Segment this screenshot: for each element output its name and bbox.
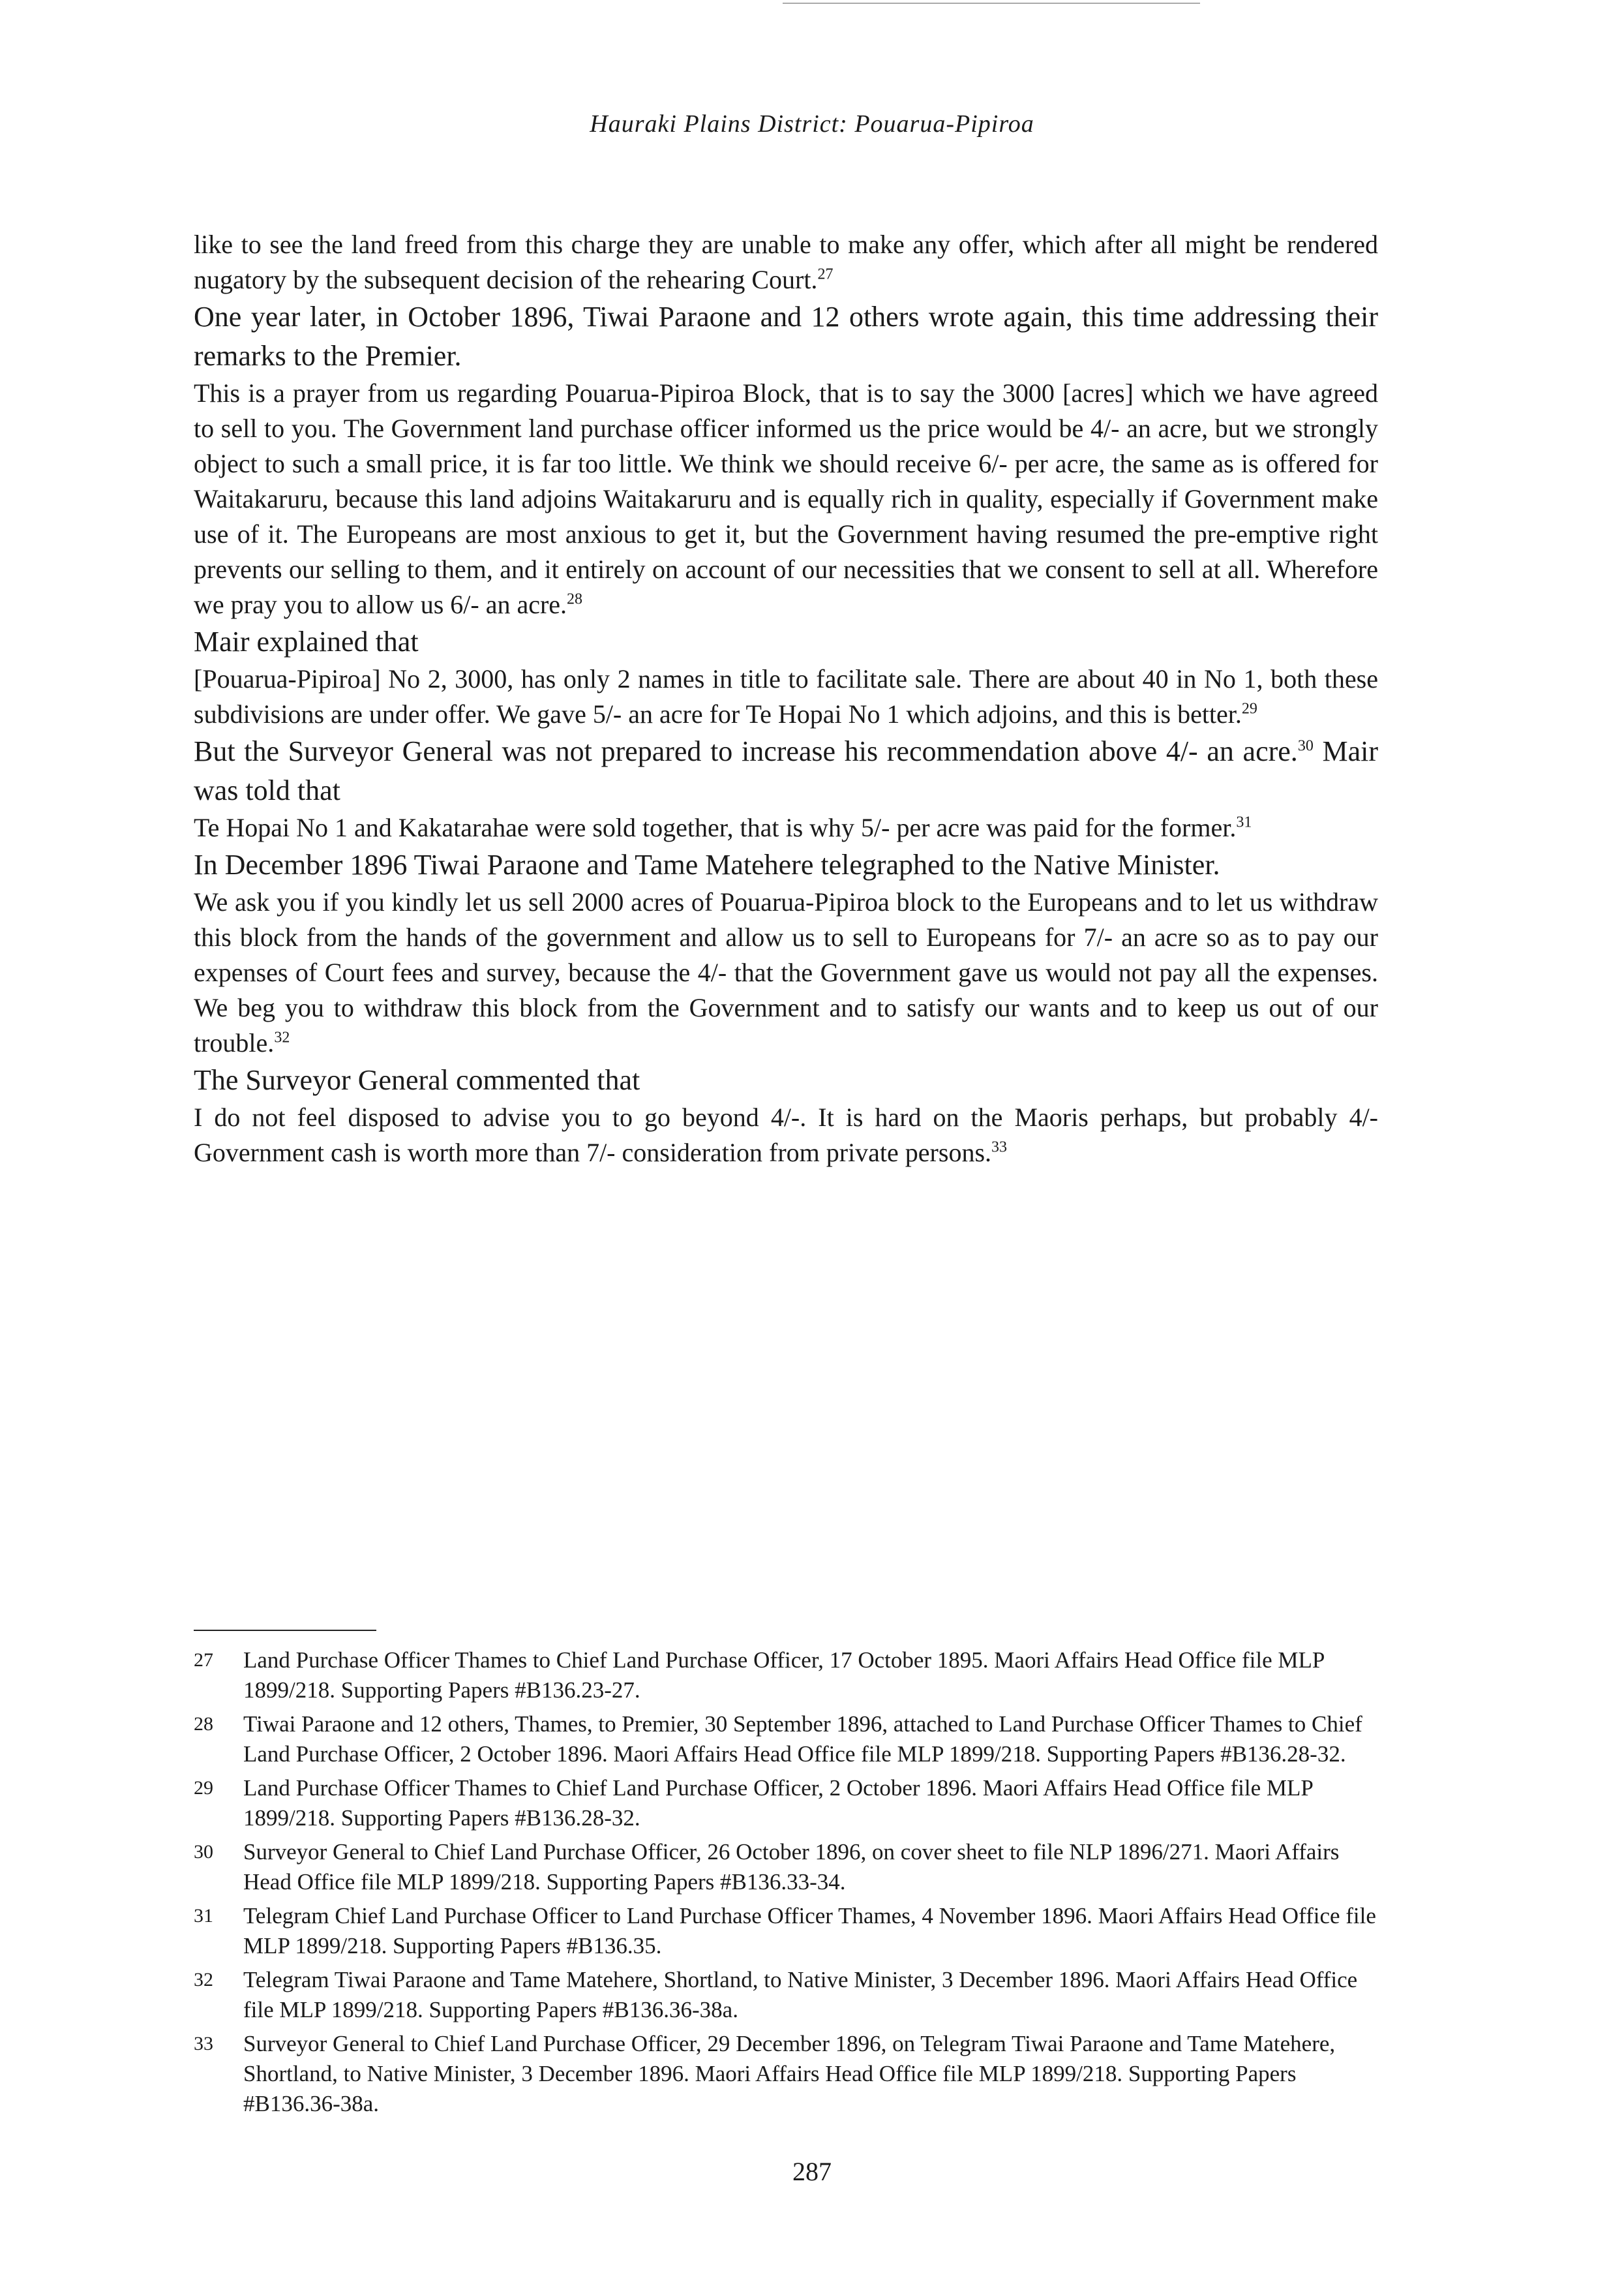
footnote-ref-29[interactable]: 29 xyxy=(1241,700,1257,718)
footnote-text: Land Purchase Officer Thames to Chief Land Purchase Officer, 2 October 1896. Maori Affairs Head Office file MLP 1899/218. Supporting Papers #B136.28-32. xyxy=(243,1775,1313,1831)
footnote-text: Telegram Chief Land Purchase Officer to Land Purchase Officer Thames, 4 November 1896. Maori Affairs Head Office file MLP 1899/218. Supporting Papers #B136.35. xyxy=(243,1903,1376,1958)
footnote-number: 31 xyxy=(194,1905,213,1927)
block-quote-5: We ask you if you kindly let us sell 2000 acres of Pouarua-Pipiroa block to the Europeans and to let us withdraw this block from the hands of the government and allow us to sell to Europeans for 7/- an acre so as to pay our expenses of Court fees and survey, because the 4/- that the Government gave us would not pay all the expenses. We beg you to withdraw this block from the Government and to satisfy our wants and to keep us out of our trouble.$^{32}$ xyxy=(194,887,1378,1058)
paragraph-2: Mair explained that xyxy=(194,626,419,658)
footnote-number: 29 xyxy=(194,1777,213,1799)
footnote-28 xyxy=(194,1709,1378,1769)
footnote-ref-28[interactable]: 28 xyxy=(567,590,583,608)
footnote-number: 33 xyxy=(194,2033,213,2054)
paragraph-1: One year later, in October 1896, Tiwai Paraone and 12 others wrote again, this time addressing their remarks to the Premier. xyxy=(194,301,1378,372)
footnote-ref-33[interactable]: 33 xyxy=(991,1138,1008,1156)
footnote-text: Land Purchase Officer Thames to Chief Land Purchase Officer, 17 October 1895. Maori Affairs Head Office file MLP 1899/218. Supporting Papers #B136.23-27. xyxy=(243,1647,1325,1703)
paragraph-4: In December 1896 Tiwai Paraone and Tame Matehere telegraphed to the Native Minister. xyxy=(194,849,1220,881)
page-number: 287 xyxy=(792,2157,832,2186)
block-quote-6: I do not feel disposed to advise you to go beyond 4/-. It is hard on the Maoris perhaps, but probably 4/- Government cash is worth more than 7/- consideration from private persons.$^{33}$ xyxy=(194,1103,1378,1167)
footnote-31 xyxy=(194,1901,1378,1961)
paragraph-3: But the Surveyor General was not prepared to increase his recommendation above 4/- an acre.$^{30}$ Mair was told that xyxy=(194,735,1379,806)
paragraph-5: The Surveyor General commented that xyxy=(194,1064,640,1096)
block-quote-1: like to see the land freed from this charge they are unable to make any offer, which after all might be rendered nugatory by the subsequent decision of the rehearing Court.$^{27}$ xyxy=(194,230,1378,294)
footnote-separator xyxy=(194,1630,376,1631)
footnote-number: 28 xyxy=(194,1713,213,1735)
footnote-ref-32[interactable]: 32 xyxy=(274,1029,290,1046)
block-quote-2: This is a prayer from us regarding Pouarua-Pipiroa Block, that is to say the 3000 [acres] which we have agreed to sell to you. The Government land purchase officer informed us the price would be 4/- an acre, but we strongly object to such a small price, it is far too little. We think we should receive 6/- per acre, the same as is offered for Waitakaruru, because this land adjoins Waitakaruru and is equally rich in quality, especially if Government make use of it. The Europeans are most anxious to get it, but the Government having resumed the pre-emptive right prevents our selling to them, and it entirely on account of our necessities that we consent to sell at all. Wherefore we pray you to allow us 6/- an acre.$^{28}$ xyxy=(194,378,1378,619)
block-quote-4: Te Hopai No 1 and Kakatarahae were sold together, that is why 5/- per acre was paid for the former.$^{31}$ xyxy=(194,813,1252,842)
footnote-number: 32 xyxy=(194,1969,213,1990)
footnote-number: 30 xyxy=(194,1841,213,1863)
main-text xyxy=(194,227,1378,1170)
running-header: Hauraki Plains District: Pouarua-Pipiroa xyxy=(590,110,1034,138)
footnote-text: Surveyor General to Chief Land Purchase Officer, 29 December 1896, on Telegram Tiwai Paraone and Tame Matehere, Shortland, to Native Minister, 3 December 1896. Maori Affairs Head Office file MLP 1899/218. Supporting Papers #B136.36-38a. xyxy=(243,2031,1336,2116)
footnote-29 xyxy=(194,1773,1378,1833)
footnote-33 xyxy=(194,2029,1378,2119)
footnote-ref-30[interactable]: 30 xyxy=(1297,737,1314,755)
footnote-ref-27[interactable]: 27 xyxy=(817,266,834,283)
footnote-text: Tiwai Paraone and 12 others, Thames, to Premier, 30 September 1896, attached to Land Purchase Officer Thames to Chief Land Purchase Officer, 2 October 1896. Maori Affairs Head Office file MLP 1899/218. Supporting Papers #B136.28-32. xyxy=(243,1711,1362,1767)
footnote-30 xyxy=(194,1837,1378,1897)
footnote-text: Telegram Tiwai Paraone and Tame Matehere, Shortland, to Native Minister, 3 December 1896. Maori Affairs Head Office file MLP 1899/218. Supporting Papers #B136.36-38a. xyxy=(243,1967,1358,2022)
footnotes-section xyxy=(194,1630,1378,2123)
top-edge-rule xyxy=(783,3,1200,4)
footnote-27 xyxy=(194,1645,1378,1705)
footnote-text: Surveyor General to Chief Land Purchase Officer, 26 October 1896, on cover sheet to file NLP 1896/271. Maori Affairs Head Office file MLP 1899/218. Supporting Papers #B136.33-34. xyxy=(243,1839,1340,1895)
footnote-number: 27 xyxy=(194,1649,213,1671)
block-quote-3: [Pouarua-Pipiroa] No 2, 3000, has only 2 names in title to facilitate sale. There are about 40 in No 1, both these subdivisions are under offer. We gave 5/- an acre for Te Hopai No 1 which adjoins, and this is better.$^{29}$ xyxy=(194,664,1378,729)
footnote-ref-31[interactable]: 31 xyxy=(1236,814,1252,831)
footnote-32 xyxy=(194,1965,1378,2025)
